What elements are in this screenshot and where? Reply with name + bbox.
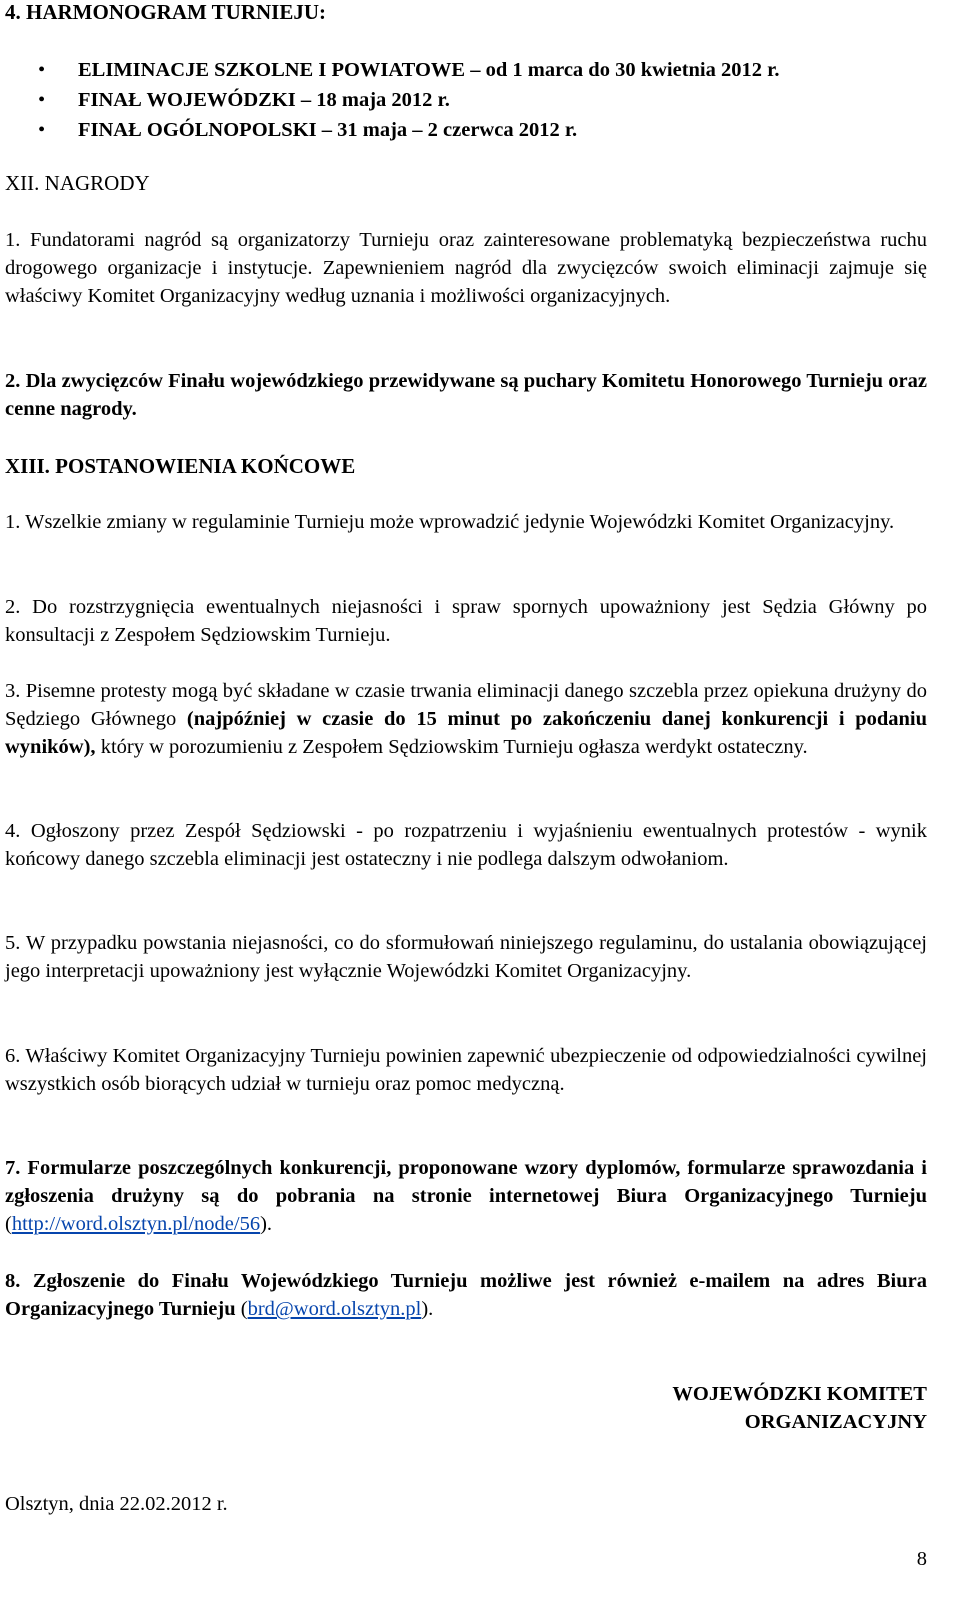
paragraph-text: ). xyxy=(421,1298,434,1320)
paragraph-text: ( xyxy=(235,1298,248,1320)
paragraph-text: który w porozumieniu z Zespołem Sędziowskim Turnieju ogłasza werdykt ostateczny. xyxy=(95,736,808,758)
signature-line: WOJEWÓDZKI KOMITET xyxy=(672,1383,927,1405)
paragraph-postanowienia-3 xyxy=(5,677,927,761)
paragraph-nagrody-1: 1. Fundatorami nagród są organizatorzy Turnieju oraz zainteresowane problematyką bezpieczeństwa ruchu drogowego organizacje i instytucje. Zapewnieniem nagród dla zwycięzców swoich eliminacji zajmuje się właściwy Komitet Organizacyjny według uznania i możliwości organizacyjnych. xyxy=(5,229,927,307)
page-number: 8 xyxy=(916,1548,927,1570)
document-date: Olsztyn, dnia 22.02.2012 r. xyxy=(5,1493,228,1515)
signature-line: ORGANIZACYJNY xyxy=(744,1411,927,1433)
paragraph-bold-text: 8. Zgłoszenie do Finału Wojewódzkiego Turnieju możliwe jest również e-mailem na adres Biura Organizacyjnego Turnieju xyxy=(5,1270,927,1320)
signature-block xyxy=(672,1380,927,1436)
paragraph-postanowienia-1: 1. Wszelkie zmiany w regulaminie Turnieju może wprowadzić jedynie Wojewódzki Komitet Organizacyjny. xyxy=(5,511,895,533)
email-link[interactable]: brd@word.olsztyn.pl xyxy=(247,1298,422,1320)
paragraph-nagrody-2: 2. Dla zwycięzców Finału wojewódzkiego przewidywane są puchary Komitetu Honorowego Turnieju oraz cenne nagrody. xyxy=(5,370,927,420)
harmonogram-list xyxy=(0,55,779,145)
paragraph-text: ( xyxy=(5,1213,12,1235)
list-item: • FINAŁ OGÓLNOPOLSKI – 31 maja – 2 czerwca 2012 r. xyxy=(0,115,779,145)
paragraph-text: ). xyxy=(260,1213,273,1235)
paragraph-postanowienia-6: 6. Właściwy Komitet Organizacyjny Turnieju powinien zapewnić ubezpieczenie od odpowiedzialności cywilnej wszystkich osób biorących udział w turnieju oraz pomoc medyczną. xyxy=(5,1045,927,1095)
list-item: • FINAŁ WOJEWÓDZKI – 18 maja 2012 r. xyxy=(0,85,779,115)
section-heading-harmonogram: 4. HARMONOGRAM TURNIEJU: xyxy=(5,0,327,24)
paragraph-postanowienia-4: 4. Ogłoszony przez Zespół Sędziowski - po rozpatrzeniu i wyjaśnieniu ewentualnych protestów - wynik końcowy danego szczebla eliminacji jest ostateczny i nie podlega dalszym odwołaniom. xyxy=(5,820,927,870)
section-heading-postanowienia: XIII. POSTANOWIENIA KOŃCOWE xyxy=(5,454,356,478)
paragraph-bold-text: (najpóźniej w czasie do 15 minut po zakończeniu danej konkurencji i podaniu wyników), xyxy=(5,708,928,758)
paragraph-bold-text: 7. Formularze poszczególnych konkurencji, proponowane wzory dyplomów, formularze sprawozdania i zgłoszenia drużyny są do pobrania na stronie internetowej Biura Organizacyjnego Turnieju xyxy=(5,1157,927,1207)
paragraph-postanowienia-7 xyxy=(5,1154,927,1238)
paragraph-postanowienia-2: 2. Do rozstrzygnięcia ewentualnych niejasności i spraw spornych upoważniony jest Sędzia Główny po konsultacji z Zespołem Sędziowskim Turnieju. xyxy=(5,596,927,646)
paragraph-postanowienia-8 xyxy=(5,1267,927,1323)
paragraph-postanowienia-5: 5. W przypadku powstania niejasności, co do sformułowań niniejszego regulaminu, do ustalania obowiązującej jego interpretacji upoważniony jest wyłącznie Wojewódzki Komitet Organizacyjny. xyxy=(5,932,927,982)
paragraph-text: 3. Pisemne protesty mogą być składane w czasie trwania eliminacji danego szczebla przez opiekuna drużyny do Sędziego Głównego xyxy=(5,680,927,730)
list-item: • ELIMINACJE SZKOLNE I POWIATOWE – od 1 marca do 30 kwietnia 2012 r. xyxy=(0,55,779,85)
forms-link[interactable]: http://word.olsztyn.pl/node/56 xyxy=(11,1213,261,1235)
section-heading-nagrody: XII. NAGRODY xyxy=(5,171,150,195)
